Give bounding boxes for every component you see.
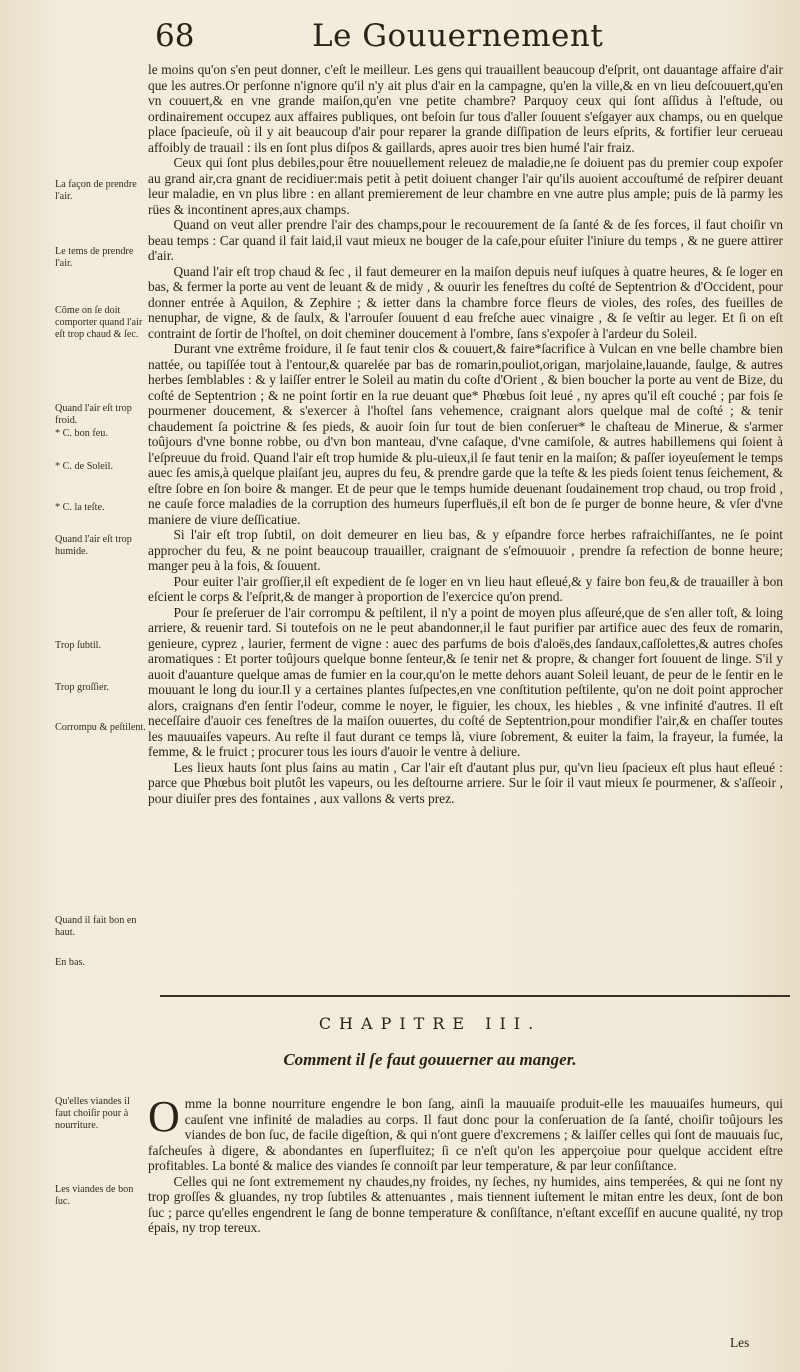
paragraph-dropcap: Omme la bonne nourriture engendre le bon ſang, ainſi la mauuaiſe produit-elle les mauuaiſes humeurs, qui cauſent vne infinité de maladies au corps. Il faut donc pour la conſeruation de ſa ſanté, choiſir toûjours les viandes de bon ſuc, de facile digeſtion, & qui n'ont guere d'excremens ; & laiſſer celles qui ſont de mauuais ſuc, faſcheuſes à digere, & abondantes en ſuperfluitez; ſi ce n'eſt qu'on les apperçoiue pour quelque accident eſtre profitables. La bonté & malice des viandes ſe connoiſt par leur temperature, & par leur conſiſtance. [148,1092,783,1173]
margin-note: Trop groſſier. [55,682,109,693]
paragraph: Durant vne extrême froidure, il ſe faut tenir clos & couuert,& faire*ſacrifice à Vulcan en vne belle chambre bien nattée, ou tapiſſée tout à l'entour,& quarelée par bas de romarin,pouliot,origan, marjolaine,lauande, ſaulge, & autres herbes ſemblables : & y laiſſer entrer le Soleil au matin du coſte d'Orient , & bien boucher la porte au vent de Bize, du coſté de Septentrion ; & ne point ſortir en la rue deuant que* Phœbus ſoit leué , ny apres qu'il eſt couché ; par fois ſe pourmener doucement, & s'exercer à l'hoſtel ſans vehemence, craignant alors quelque mal de coſté ; & tenir chaudement ſa poictrine & ſes pieds, & auoir ſoin ſur tout de bien conſeruer* le chaſteau de Minerue, & s'armer toûjours d'vne bonne robbe, ou d'vn bon manteau, d'vne caſaque, d'vne camiſole, & autres habillemens qui ſoient à l'eſpreuue du froid. Quand l'air eſt trop humide & plu-uieux,il ſe faut tenir en la maiſon; & paſſer ioyeuſement le temps auec ſes amis,à quelque plaiſant jeu, aupres du feu, & prendre garde que la teſte & les pieds ſoient tenus ſeichement, & eſtre ſobre en ſon boire & manger. Et de peur que le temps humide deuenant ſoudainement trop chaud, ou trop froid , ne cauſe force maladies de la corruption des humeurs ſuperfluës,il eſt bon de ſe purger de bonne heure, & vſer d'vne maniere de viure deſſicatiue. [148,341,783,527]
margin-note: Qu'elles viandes il faut choiſir pour à nourriture. [55,1096,130,1131]
margin-note: Le tems de prendre l'air. [55,246,134,269]
paragraph: le moins qu'on s'en peut donner, c'eſt le meilleur. Les gens qui trauaillent beaucoup d'eſprit, ont dauantage affaire d'air que les autres.Or perſonne n'ignore qu'il n'y ait plus d'air en la campagne, qu'en la ville,& en vn lieu deſcouuert,qu'en vn couuert,& en vne grande maiſon,qu'en vne petite chambre? Parquoy ceux qui ſont aſſidus à l'eſtude, ou ordinairement occupez aux affaires publiques, ont beſoin ſur tous d'aller ſouuent s'eſgayer aux champs, ou en quelque place ſpacieuſe, où il y ait beaucoup d'air pour reparer la grande diſſipation de leurs eſprits, & fortifier leur cerueau affoibly de trauail : ils en ſont plus diſpos & gaillards, apres auoir tres bien humé l'air fraiz. [148,62,783,155]
margin-note: La façon de prendre l'air. [55,179,137,202]
margin-note: Trop ſubtil. [55,640,102,651]
paragraph: Celles qui ne ſont extremement ny chaudes,ny froides, ny ſeches, ny humides, ains temperées, & qui ne ſont ny trop groſſes & gluandes, ny trop ſubtiles & attenuantes , mais tiennent iuſtement le mitan entre les deux, ſont de bon ſuc ; parce qu'elles engendrent le ſang de bonne temperature & conſiſtance, n'eſtant exceſſif en aucune qualité, ny trop épais, ny trop tereux. [148,1173,783,1235]
margin-note: * C. bon feu. [55,428,108,439]
margin-note: Quand il fait bon en haut. [55,915,137,938]
margin-note: * C. la teſte. [55,502,105,513]
main-text-top [148,62,783,806]
page-number: 68 [155,18,195,54]
margin-note: Les viandes de bon ſuc. [55,1184,134,1207]
margin-note: Corrompu & peſtilent. [55,722,146,733]
margin-note: Cõme on ſe doit comporter quand l'air eſt trop chaud & ſec. [55,305,143,340]
margin-note: * C. de Soleil. [55,461,114,472]
paragraph: Si l'air eſt trop ſubtil, on doit demeurer en lieu bas, & y eſpandre force herbes rafraichiſſantes, ne ſe point approcher du feu, & ne point beaucoup trauailler, craignant de s'eſmouuoir , prendre ſa refection de bonne heure; manger peu à la fois, & ſouuent. [148,527,783,573]
paragraph: Ceux qui ſont plus debiles,pour être nouuellement releuez de maladie,ne ſe doiuent pas du premier coup expoſer au grand air,cra gnant de recidiuer:mais petit à petit doiuent changer l'air qu'ils auoient accouſtumé de reſpirer deuant leur maladie, en vn plus libre : en allant premierement de leur chambre en vne autre plus ample; puis de là parmy les rües & incontinent apres,aux champs. [148,155,783,217]
running-title: Le Gouuernement [312,18,604,54]
section-rule [160,995,790,997]
margin-note: Quand l'air eſt trop humide. [55,534,132,557]
chapter-subtitle: Comment il ſe faut gouuerner au manger. [283,1050,577,1069]
margin-note: En bas. [55,957,85,968]
paragraph: Pour ſe preſeruer de l'air corrompu & peſtilent, il n'y a point de moyen plus aſſeuré,que de s'en aller toſt, & loing arriere, & reuenir tard. Si toutefois on ne le peut abandonner,il le faut purifier par artifice auec des feux de romarin, genieure, cyprez , laurier, ferment de vigne : auec des parfums de bois d'aloës,des ſandaux,caſſolettes,& autres choſes aromatiques : Et porter toûjours quelque bonne ſenteur,& ſe tenir net & propre, & changer fort ſouuent de linge. S'il y auoit d'auanture quelque amas de fumier en la cour,qu'on le mette dehors auant Soleil leuant, de peur de le ſentir en le mouuant le long du iour.Il y a certaines plantes ſuſpectes,en vne conſtitution peſtilente, qu'on ne doit point approcher alors, craignans d'en ſentir l'odeur, comme le noyer, le figuier, les choux, les hiebles , & vne infinité d'autres. Il eſt neceſſaire d'auoir ces feneſtres de la maiſon ouuertes, du coſté de Septentrion,pour mondifier l'air,& en chaſſer toutes les mauuaiſes vapeurs. Au reſte il faut durant ce temps là, viure ſobrement, & euiter la faim, la frayeur, la fumée, la femme, & le fruict ; procurer tous les iours d'auoir le ventre à deliure. [148,604,783,759]
page-header [0,16,800,56]
paragraph: Pour euiter l'air groſſier,il eſt expedient de ſe loger en vn lieu haut eſleué,& y faire bon feu,& de trauailler à bon eſcient le corps & l'eſprit,& de manger à proportion de l'exercice qu'on prend. [148,573,783,604]
main-text-bottom [148,1092,783,1236]
chapter-heading: CHAPITRE III. [318,1014,542,1033]
margin-note: Quand l'air eſt trop froid. [55,403,132,426]
paragraph: Quand on veut aller prendre l'air des champs,pour le recouurement de ſa ſanté & de ſes forces, il faut choiſir vn beau temps : Car quand il fait laid,il vaut mieux ne bouger de la caſe,pour eſuiter l'iniure du temps , & ne guere attirer d'air. [148,217,783,263]
catchword: Les [730,1335,750,1350]
paragraph: Quand l'air eſt trop chaud & ſec , il faut demeurer en la maiſon depuis neuf iuſques à quatre heures, & ſe loger en bas, & fermer la porte au vent de leuant & de midy , & ouurir les feneſtres du coſté de Septentrion & d'Occident, pour donner entrée à Aquilon, & Zephire ; & ietter dans la chambre force fleurs de violes, des roſes, des fueilles de nenuphar, de vigne, & de ſaulx, & l'arrouſer ſouuent d eau freſche auec vinaigre , & ſe veſtir au leger. Et ſi on eſt contraint de ſortir de l'hoſtel, on doit cheminer doucement à l'ombre, ſans s'expoſer à l'ardeur du Soleil. [148,263,783,341]
paragraph: Les lieux hauts ſont plus ſains au matin , Car l'air eſt d'autant plus pur, qu'vn lieu ſpacieux eſt plus haut eſleué : parce que Phœbus boit plutôt les vapeurs, ou les deſtourne arriere. Sur le ſoir il vaut mieux ſe pourmener, & s'aſſeoir , pour diuiſer pres des fontaines , aux vallons & verts prez. [148,759,783,806]
